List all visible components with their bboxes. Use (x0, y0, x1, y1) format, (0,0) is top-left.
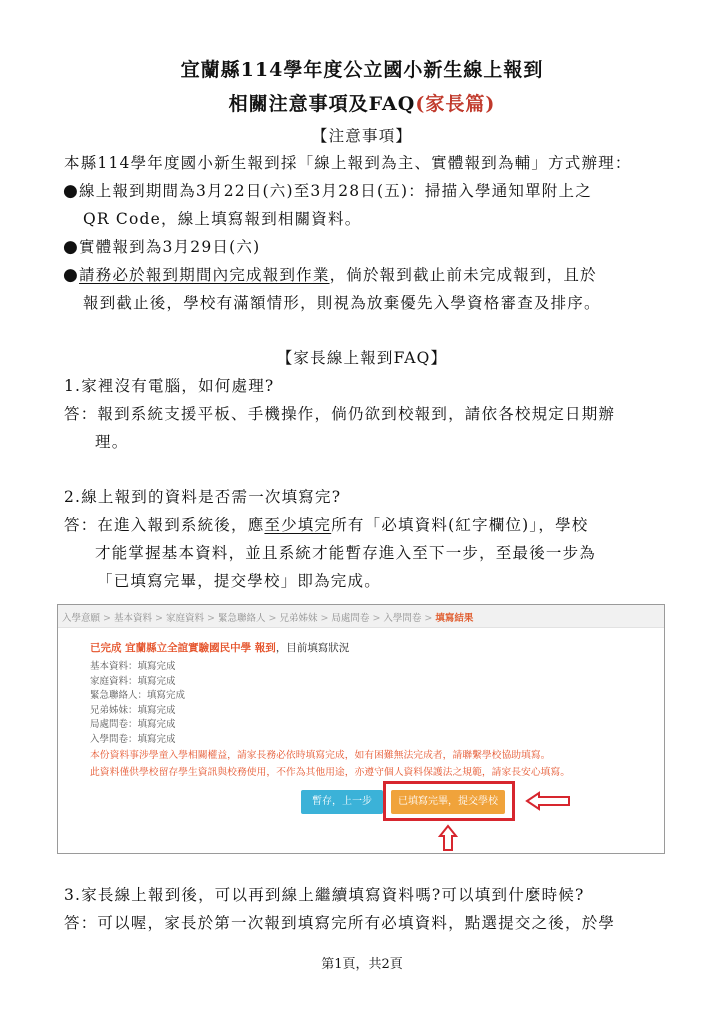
notice-item-3-cont: 報到截止後，學校有滿額情形，則視為放棄優先入學資格審查及排序。 (83, 294, 601, 312)
completion-status: 已完成 宜蘭縣立全誼實驗國民中學 報到，目前填寫狀況 (90, 642, 350, 654)
breadcrumb-step[interactable]: 兄弟姊妹 (279, 613, 318, 624)
breadcrumb-separator: > (372, 613, 381, 624)
title-main: 相關注意事項及FAQ (228, 93, 416, 115)
notice-intro: 本縣114學年度國小新生報到採「線上報到為主、實體報到為輔」方式辦理： (64, 154, 632, 172)
faq-answer-1: 答：報到系統支援平板、手機操作，倘仍欲到校報到，請依各校規定日期辦 (64, 405, 616, 423)
status-item: 緊急聯絡人：填寫完成 (90, 690, 186, 701)
breadcrumb-step[interactable]: 入學意願 (62, 613, 101, 624)
faq-answer-3: 答：可以喔，家長於第一次報到填寫完所有必填資料，點選提交之後，於學 (64, 914, 616, 932)
left-arrow-icon (525, 791, 571, 811)
document-title-line2 (0, 89, 724, 116)
breadcrumb-step[interactable]: 家庭資料 (165, 613, 204, 624)
breadcrumb-step[interactable]: 局處問卷 (331, 613, 370, 624)
breadcrumb-separator: > (424, 613, 433, 624)
status-item: 入學問卷：填寫完成 (90, 733, 176, 745)
faq-answer-2-cont2: 「已填寫完畢，提交學校」即為完成。 (97, 572, 381, 590)
notice-item-1: ●線上報到期間為3月22日(六)至3月28日(五)：掃描入學通知單附上之 (63, 181, 592, 201)
document-title-line1: 宜蘭縣114學年度公立國小新生線上報到 (180, 59, 544, 81)
faq-answer-2-cont: 才能掌握基本資料，並且系統才能暫存進入至下一步，至最後一步為 (95, 544, 597, 562)
bullet-icon: ● (63, 265, 80, 285)
status-item: 兄弟姊妹：填寫完成 (90, 704, 176, 716)
breadcrumb-step[interactable]: 緊急聯絡人 (217, 613, 266, 624)
faq-question-1: 1.家裡沒有電腦，如何處理? (64, 377, 275, 395)
notice-heading: 【注意事項】 (311, 127, 413, 145)
notice-rights: 本份資料事涉學童入學相關權益，請家長務必依時填寫完成，如有困難無法完成者，請聯繫學校協助填寫。 (90, 750, 551, 761)
breadcrumb-step[interactable]: 填寫結果 (435, 613, 474, 624)
faq-question-3: 3.家長線上報到後，可以再到線上繼續填寫資料嗎?可以填到什麼時候? (64, 886, 585, 904)
up-arrow-icon (438, 824, 458, 852)
status-item: 基本資料：填寫完成 (90, 661, 176, 672)
faq-heading: 【家長線上報到FAQ】 (276, 349, 448, 367)
breadcrumb-separator: > (320, 613, 329, 624)
notice-item-3: ●請務必於報到期間內完成報到作業，倘於報到截止前未完成報到，且於 (63, 265, 597, 285)
faq-answer-1-cont: 理。 (95, 433, 129, 451)
notice-item-3-emphasis: 請務必於報到期間內完成報到作業 (79, 266, 330, 284)
registration-result-screenshot (57, 604, 665, 854)
breadcrumb-separator: > (103, 613, 111, 624)
status-item: 家庭資料：填寫完成 (90, 675, 176, 687)
save-previous-button[interactable]: 暫存，上一步 (301, 790, 383, 814)
breadcrumb-separator: > (206, 613, 215, 624)
breadcrumb-separator: > (268, 613, 277, 624)
step-breadcrumb (58, 605, 664, 628)
bullet-icon: ● (63, 237, 80, 257)
status-item: 局處問卷：填寫完成 (90, 719, 176, 730)
faq-answer-2: 答：在進入報到系統後，應至少填完所有「必填資料(紅字欄位)」，學校 (64, 516, 589, 534)
title-parent-edition: (家長篇) (415, 93, 496, 115)
faq-answer-2-emphasis: 至少填完 (264, 516, 332, 534)
notice-privacy: 此資料僅供學校留存學生資訊與校務使用，不作為其他用途，亦遵守個人資料保護法之規範，請家長安心填寫。 (90, 767, 571, 778)
page-footer: 第1頁，共2頁 (321, 957, 403, 972)
bullet-icon: ● (63, 181, 80, 201)
breadcrumb-separator: > (155, 613, 163, 624)
submit-to-school-button[interactable]: 已填寫完畢，提交學校 (391, 790, 505, 814)
breadcrumb-step[interactable]: 基本資料 (113, 613, 152, 624)
notice-item-2: ●實體報到為3月29日(六) (63, 237, 261, 257)
faq-question-2: 2.線上報到的資料是否需一次填寫完? (64, 488, 342, 506)
notice-item-1-cont: QR Code，線上填寫報到相關資料。 (83, 210, 362, 228)
breadcrumb-step[interactable]: 入學問卷 (383, 613, 422, 624)
